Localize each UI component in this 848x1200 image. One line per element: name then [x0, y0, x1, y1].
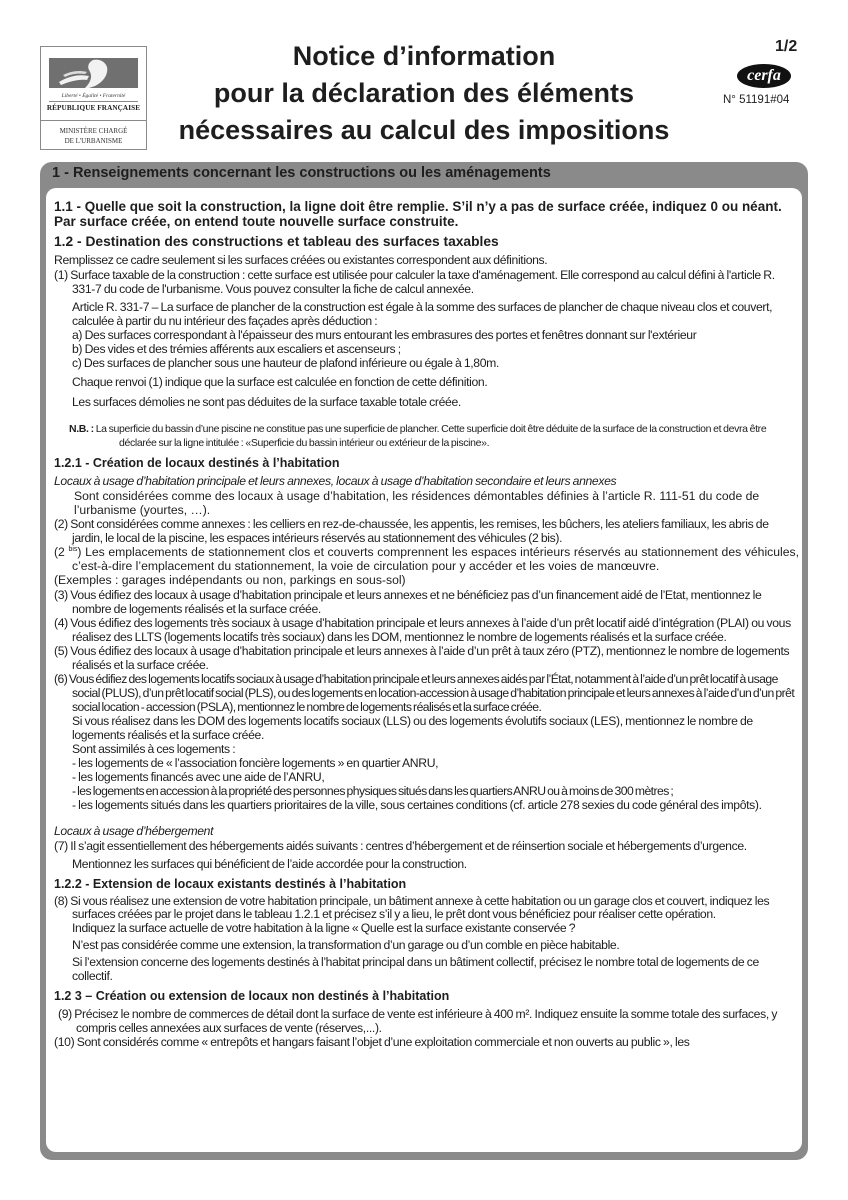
logo-divider — [49, 101, 138, 102]
note-7: (7) Il s’agit essentiellement des hébergements aidés suivants : centres d’hébergement et de réinsertion sociale et hébergements d’urgence. — [54, 839, 747, 853]
assimilated-item: - les logements situés dans les quartiers prioritaires de la ville, sous certaines conditions (cf. article 278 sexies du code général des impôts). — [72, 798, 762, 812]
note-2-bis-text: ) Les emplacements de stationnement clos et couverts comprennent les espaces intérieurs réservés au stationnement des véhicules, c’est-à-dire l’emplacement du stationnement, la voie de circulation pour y accéder et les voies de manœuvre. — [72, 545, 799, 573]
note-8-existing-surface: Indiquez la surface actuelle de votre habitation à la ligne « Quelle est la surface existante conservée ? — [72, 921, 576, 935]
note-2-bis-superscript: bis — [68, 545, 78, 553]
section-1-panel — [40, 162, 808, 1160]
subsection-1-2-title: 1.2 - Destination des constructions et tableau des surfaces taxables — [54, 234, 499, 249]
note-8-not-extension: N’est pas considérée comme une extension, la transformation d’un garage ou d’un comble en pièce habitable. — [72, 938, 620, 952]
note-8-collective: Si l’extension concerne des logements destinés à l’habitat principal dans un bâtiment collectif, précisez le nombre total de logements de ce collectif. — [72, 955, 759, 983]
hebergement-subtitle: Locaux à usage d’hébergement — [54, 824, 214, 838]
article-item-a: a) Des surfaces correspondant à l'épaisseur des murs entourant les embrasures des portes et fenêtres donnant sur l'extérieur — [72, 328, 697, 342]
section-1-title: 1 - Renseignements concernant les constructions ou les aménagements — [52, 165, 551, 181]
subsection-1-1: 1.1 - Quelle que soit la construction, la ligne doit être remplie. S’il n’y a pas de surface créée, indiquez 0 ou néant. Par surface créée, on entend toute nouvelle surface construite. — [54, 199, 782, 229]
page-indicator: 1/2 — [775, 38, 798, 55]
subsection-1-2-3-title: 1.2 3 – Création ou extension de locaux non destinés à l’habitation — [54, 989, 450, 1003]
subsection-1-2-1-intro: Sont considérées comme des locaux à usage d’habitation, les résidences démontables définies à l’article R. 111-51 du code de l’urbanisme (yourtes, …). — [74, 489, 760, 517]
cerfa-number: N° 51191#04 — [723, 94, 790, 106]
subsection-1-2-1-title: 1.2.1 - Création de locaux destinés à l’habitation — [54, 456, 340, 470]
title-line-1: Notice d’information — [292, 41, 556, 71]
ministry-line-1: MINISTÈRE CHARGÉ — [59, 127, 128, 135]
note-6-dom: Si vous réalisez dans les DOM des logements locatifs sociaux (LLS) ou des logements évolutifs sociaux (LES), mentionnez le nombre de logements réalisés et la surface créée. — [72, 714, 753, 742]
ministry-line-2: DE L'URBANISME — [64, 137, 123, 145]
note-6: (6) Vous édifiez des logements locatifs sociaux à usage d’habitation principale et leurs annexes aidés par l’État, notamment à l’aide d’un prêt locatif à usage social (PLUS), d’un prêt locatif social (PLS), ou des logements en location-accession à usage d’habitation principale et leurs annexes à l’aide d’un d’un prêt social location - accession (PSLA), mentionnez le nombre de logements réalisés et la surface créée. — [54, 672, 795, 714]
assimilated-item: - les logements financés avec une aide de l’ANRU, — [72, 770, 325, 784]
note-4: (4) Vous édifiez des logements très sociaux à usage d’habitation principale et leurs annexes à l’aide d’un prêt locatif aidé d’intégration (PLAI) ou vous réalisez des LLTS (logements locatifs très sociaux) dans les DOM, mentionnez le nombre de logements réalisés et la surface créée. — [54, 616, 791, 644]
article-item-c: c) Des surfaces de plancher sous une hauteur de plafond inférieure ou égale à 1,80m. — [72, 356, 499, 370]
republique-francaise-logo — [40, 46, 147, 150]
note-9: (9) Précisez le nombre de commerces de détail dont la surface de vente est inférieure à 400 m². Indiquez ensuite la somme totale des surfaces, y compris celles annexées aux surfaces de vente (réserves,...). — [58, 1007, 778, 1035]
title-line-3: nécessaires au calcul des impositions — [178, 115, 670, 145]
note-6-assimilated: Sont assimilés à ces logements : — [72, 742, 236, 756]
note-1: (1) Surface taxable de la construction : cette surface est utilisée pour calculer la taxe d'aménagement. Elle correspond au calcul défini à l'article R. 331-7 du code de l'urbanisme. Vous pouvez consulter la fiche de calcul annexée. — [54, 268, 775, 296]
note-10: (10) Sont considérés comme « entrepôts et hangars faisant l’objet d’une exploitation commerciale et non ouverts au public », les — [54, 1035, 690, 1049]
note-5: (5) Vous édifiez des locaux à usage d’habitation principale et leurs annexes à l’aide d’un prêt à taux zéro (PTZ), mentionnez le nombre de logements réalisés et la surface créée. — [54, 644, 790, 672]
republic-name: RÉPUBLIQUE FRANÇAISE — [46, 104, 141, 112]
demolished-surfaces-note: Les surfaces démolies ne sont pas déduites de la surface taxable totale créée. — [72, 395, 461, 409]
document-title — [150, 38, 698, 149]
republic-motto: Liberté • Égalité • Fraternité — [61, 93, 126, 99]
parking-examples: (Exemples : garages indépendants ou non, parkings en sous-sol) — [54, 573, 406, 587]
article-r331-7: Article R. 331-7 – La surface de plancher de la construction est égale à la somme des surfaces de plancher de chaque niveau clos et couvert, calculée à partir du nu intérieur des façades après déduction : — [72, 300, 773, 328]
subsection-1-2-2-title: 1.2.2 - Extension de locaux existants destinés à l’habitation — [54, 877, 407, 891]
renvoi-note: Chaque renvoi (1) indique que la surface est calculée en fonction de cette définition. — [72, 375, 488, 389]
note-2-bis-number: (2 — [54, 545, 69, 559]
note-3: (3) Vous édifiez des locaux à usage d’habitation principale et leurs annexes et ne bénéficiez pas d’un financement aidé de l’Etat, mentionnez le nombre de logements réalisés et la surface créée. — [54, 588, 762, 616]
nb-text: La superficie du bassin d’une piscine ne constitue pas une superficie de plancher. Cette superficie doit être déduite de la surface de la construction et devra être déclarée sur la ligne intitulée : «Superficie du bassin intérieur ou extérieur de la piscine». — [95, 423, 767, 449]
title-line-2: pour la déclaration des éléments — [213, 78, 635, 108]
section-1-body — [46, 188, 802, 1152]
note-2-bis — [54, 545, 799, 573]
ministry-name — [41, 126, 146, 146]
assimilated-item: - les logements en accession à la propriété des personnes physiques situés dans les quartiers ANRU ou à moins de 300 mètres ; — [72, 784, 674, 798]
section-1-content — [54, 199, 799, 1049]
note-2: (2) Sont considérées comme annexes : les celliers en rez-de-chaussée, les appentis, les remises, les bûchers, les ateliers familiaux, les abris de jardin, le local de la piscine, les espaces intérieurs réservés au stationnement des véhicules (2 bis). — [54, 517, 769, 545]
logo-separator — [41, 120, 146, 121]
assimilated-item: - les logements de « l’association foncière logements » en quartier ANRU, — [72, 756, 439, 770]
nb-label: N.B. : — [69, 423, 94, 435]
subsection-1-2-intro: Remplissez ce cadre seulement si les surfaces créées ou existantes correspondent aux définitions. — [54, 253, 548, 267]
cerfa-logo-icon: cerfa — [737, 64, 791, 88]
marianne-icon — [49, 58, 138, 88]
note-7-detail: Mentionnez les surfaces qui bénéficient de l’aide accordée pour la construction. — [72, 857, 467, 871]
subsection-1-2-1-subtitle: Locaux à usage d’habitation principale et leurs annexes, locaux à usage d’habitation secondaire et leurs annexes — [54, 474, 617, 488]
nb-note — [54, 422, 799, 450]
article-item-b: b) Des vides et des trémies afférents aux escaliers et ascenseurs ; — [72, 342, 401, 356]
note-8: (8) Si vous réalisez une extension de votre habitation principale, un bâtiment annexe à cette habitation ou un garage clos et couvert, indiquez les surfaces créées par le projet dans le tableau 1.2.1 et précisez s’il y a lieu, le prêt dont vous bénéficiez pour réaliser cette opération. — [54, 894, 770, 921]
